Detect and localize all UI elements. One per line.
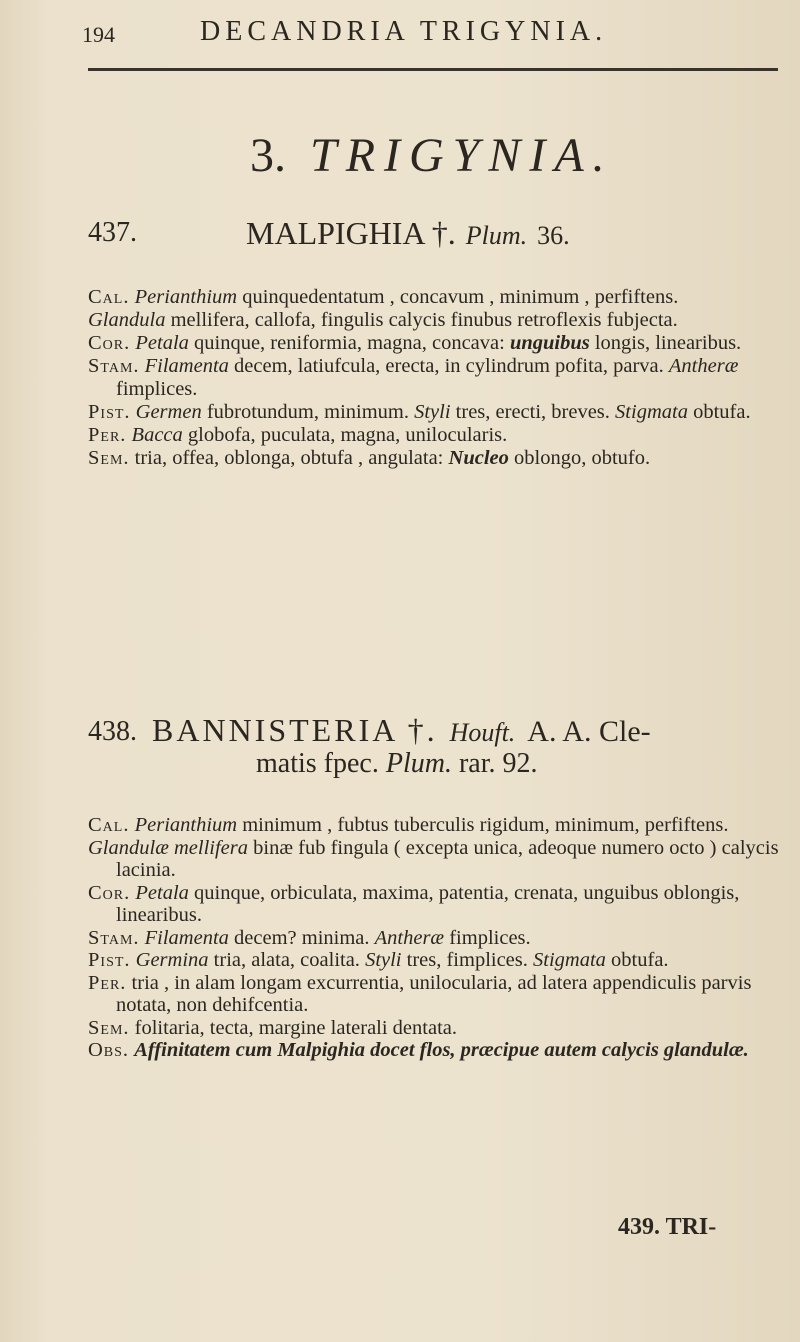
description-438 <box>88 814 788 1062</box>
running-head <box>0 10 800 46</box>
description-item: Cor. Petala quinque, orbiculata, maxima, patentia, crenata, unguibus oblongis, linearibus. <box>88 881 740 926</box>
description-item: Cal. Perianthium quinquedentatum , concavum , minimum , perfiftens. <box>88 286 679 308</box>
genus-name: MALPIGHIA †. <box>246 215 456 251</box>
description-item: Cal. Perianthium minimum , fubtus tuberculis rigidum, minimum, perfiftens. <box>88 814 729 836</box>
reference-author: Plum. <box>465 221 528 250</box>
description-item: Sem. folitaria, tecta, margine laterali dentata. <box>88 1016 457 1039</box>
section-heading <box>250 128 614 183</box>
section-number: 3. <box>250 129 286 182</box>
description-437 <box>88 286 788 470</box>
reference-continued: A. A. Cle- <box>527 715 651 748</box>
genus-name: BANNISTERIA †. <box>152 712 438 748</box>
reference-page: 36. <box>537 221 570 250</box>
description-item: Pist. Germen fubrotundum, minimum. Styli tres, erecti, breves. Stigmata obtufa. <box>88 401 751 423</box>
description-item: Sem. tria, offea, oblonga, obtufa , angulata: Nucleo oblongo, obtufo. <box>88 447 651 469</box>
description-item: Per. tria , in alam longam excurrentia, unilocularia, ad latera appendiculis parvis notata, non dehifcentia. <box>88 971 752 1016</box>
catchword: 439. TRI- <box>618 1214 717 1240</box>
reference-author: Plum. <box>385 748 452 779</box>
running-title: DECANDRIA TRIGYNIA. <box>200 16 608 47</box>
description-item: Stam. Filamenta decem, latiufcula, erecta, in cylindrum pofita, parva. Antheræ fimplices. <box>88 355 739 400</box>
reference-author: Houft. <box>449 718 516 747</box>
description-item: Cor. Petala quinque, reniformia, magna, concava: unguibus longis, linearibus. <box>88 332 742 354</box>
description-item: Glandulæ mellifera binæ fub fingula ( excepta unica, adeoque numero octo ) calycis lacinia. <box>88 836 779 881</box>
entry-number: 438. <box>88 716 137 747</box>
description-item: Glandula mellifera, callofa, fingulis calycis finubus retroflexis fubjecta. <box>88 309 678 331</box>
page-number: 194 <box>82 22 115 47</box>
reference-page: rar. 92. <box>458 748 538 779</box>
entry-heading-438 <box>88 712 788 784</box>
reference-text: matis fpec. <box>256 748 379 779</box>
description-item: Pist. Germina tria, alata, coalita. Styli tres, fimplices. Stigmata obtufa. <box>88 949 669 971</box>
entry-number: 437. <box>88 217 137 248</box>
description-item: Obs. Affinitatem cum Malpighia docet flos, præcipue autem calycis glandulæ. <box>88 1039 749 1061</box>
entry-heading-437 <box>88 215 788 255</box>
header-rule <box>88 68 778 71</box>
section-name: TRIGYNIA. <box>310 129 614 182</box>
description-item: Per. Bacca globofa, puculata, magna, unilocularis. <box>88 424 508 446</box>
description-item: Stam. Filamenta decem? minima. Antheræ fimplices. <box>88 926 531 949</box>
